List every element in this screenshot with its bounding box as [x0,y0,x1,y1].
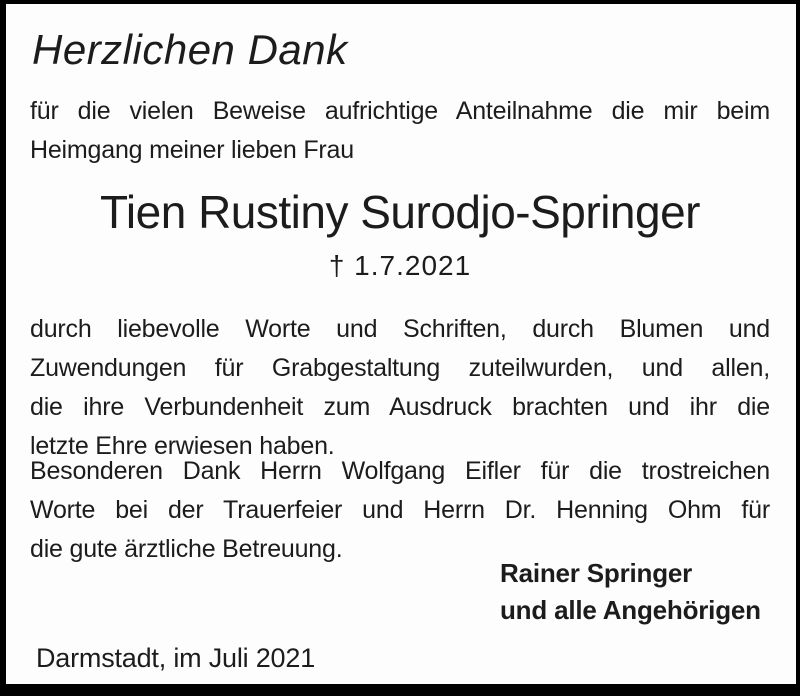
thanks-paragraph [30,310,770,466]
place-and-date: Darmstadt, im Juli 2021 [36,643,316,673]
special-thanks-line: Besonderen Dank Herrn Wolfgang Eifler für die trostreichen [30,457,770,485]
thanks-line: durch liebevolle Worte und Schriften, durch Blumen und [30,315,770,343]
special-thanks-line: Worte bei der Trauerfeier und Herrn Dr. Henning Ohm für [30,496,770,524]
thanks-line: die ihre Verbundenheit zum Ausdruck brachten und ihr die [30,393,770,421]
special-thanks-line: die gute ärztliche Betreuung. [30,535,343,563]
special-thanks-paragraph [30,452,770,569]
intro-line: Heimgang meiner lieben Frau [30,136,354,164]
death-date: † 1.7.2021 [328,250,472,281]
signature-line: und alle Angehörigen [500,595,761,625]
intro-line: für die vielen Beweise aufrichtige Anteilnahme die mir beim [30,97,770,125]
deceased-name: Tien Rustiny Surodjo-Springer [100,186,700,238]
thanks-line: Zuwendungen für Grabgestaltung zuteilwurden, und allen, [30,354,770,382]
intro-paragraph [30,92,770,170]
signature-line: Rainer Springer [500,558,693,588]
thanks-line: letzte Ehre erwiesen haben. [30,432,335,460]
notice-heading: Herzlichen Dank [32,26,348,73]
signature-block [500,555,761,629]
